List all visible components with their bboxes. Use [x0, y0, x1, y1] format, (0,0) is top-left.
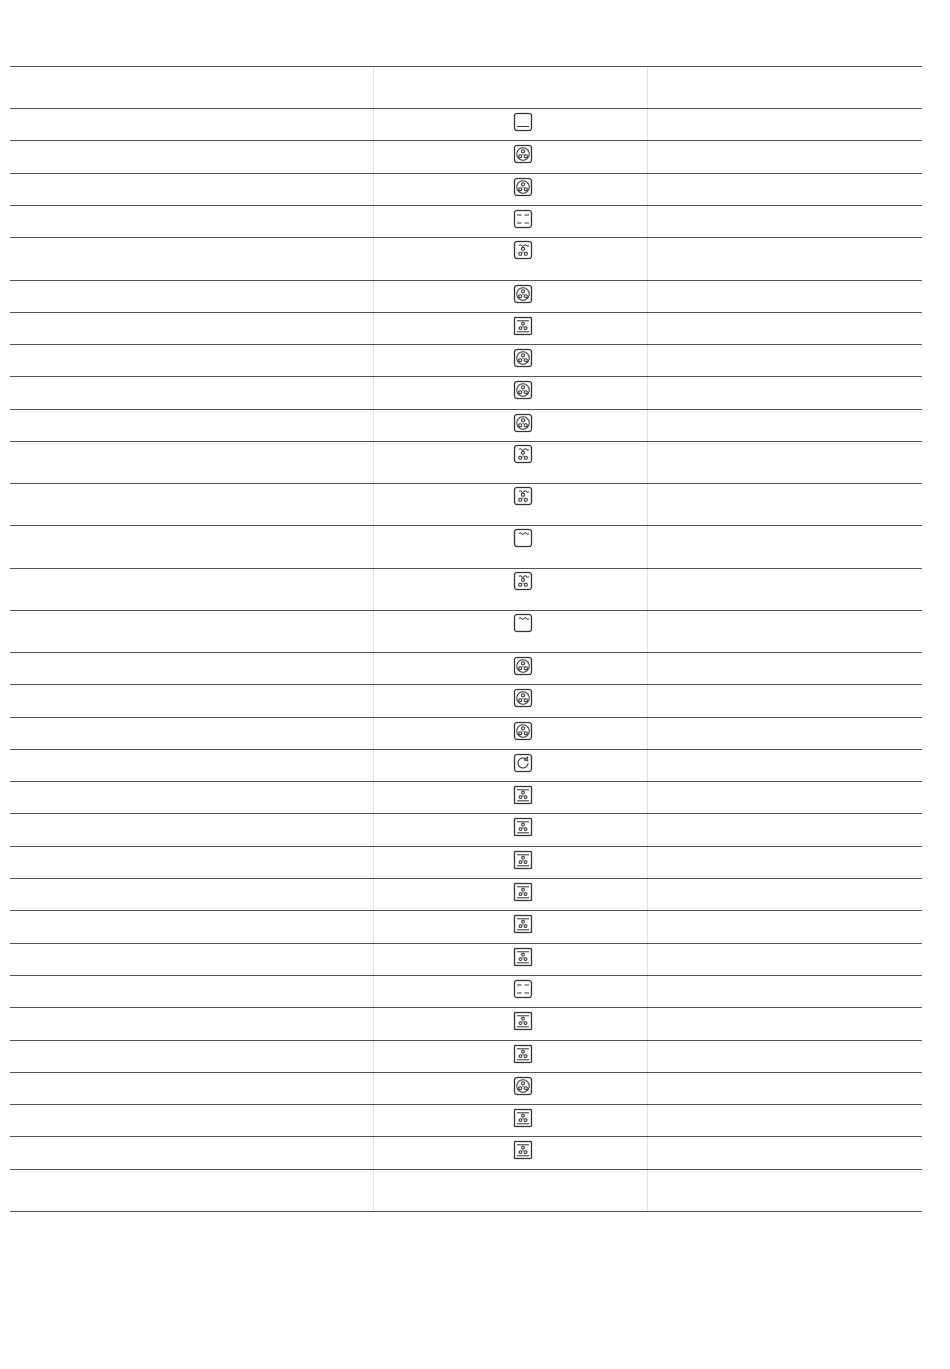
table-row: [10, 206, 922, 238]
grill-fan-icon: [513, 240, 533, 260]
table-row: [10, 1041, 922, 1073]
column-divider: [647, 377, 648, 408]
column-divider: [647, 976, 648, 1007]
column-divider: [373, 345, 374, 376]
column-divider: [647, 718, 648, 749]
pizza-setting-icon: [513, 850, 533, 870]
column-divider: [647, 911, 648, 942]
table-row: [10, 174, 922, 206]
table-row: [10, 750, 922, 782]
grill-icon: [513, 528, 533, 548]
pizza-setting-icon: [513, 1044, 533, 1064]
column-divider: [373, 750, 374, 781]
table-row: [10, 109, 922, 141]
pizza-setting-icon: [513, 1108, 533, 1128]
column-divider: [373, 847, 374, 878]
table-row: [10, 141, 922, 173]
grill-fan-icon: [513, 571, 533, 591]
grill-icon: [513, 613, 533, 633]
column-divider: [647, 569, 648, 610]
column-divider: [373, 206, 374, 237]
column-divider: [373, 911, 374, 942]
pizza-setting-icon: [513, 914, 533, 934]
pizza-setting-icon: [513, 947, 533, 967]
column-divider: [373, 944, 374, 975]
table-row: [10, 847, 922, 879]
pizza-setting-icon: [513, 817, 533, 837]
column-divider: [647, 410, 648, 441]
column-divider: [647, 109, 648, 140]
column-divider: [647, 782, 648, 813]
table-row: [10, 782, 922, 814]
column-divider: [373, 1170, 374, 1211]
table-row: [10, 1008, 922, 1040]
column-divider: [373, 377, 374, 408]
column-divider: [647, 281, 648, 312]
column-divider: [373, 526, 374, 567]
table-row: [10, 1073, 922, 1105]
table-row: [10, 484, 922, 526]
table-row: [10, 345, 922, 377]
column-divider: [647, 685, 648, 716]
table-row: [10, 410, 922, 442]
pizza-setting-icon: [513, 1011, 533, 1031]
pizza-setting-icon: [513, 785, 533, 805]
column-divider: [373, 685, 374, 716]
table-row: [10, 526, 922, 568]
table-header-row: [10, 67, 922, 109]
table-row: [10, 313, 922, 345]
hot-air-fan-icon: [513, 284, 533, 304]
column-divider: [373, 484, 374, 525]
table-row: [10, 814, 922, 846]
column-divider: [647, 1073, 648, 1104]
grill-fan-icon: [513, 444, 533, 464]
column-divider: [373, 718, 374, 749]
hot-air-fan-icon: [513, 688, 533, 708]
column-divider: [647, 847, 648, 878]
bottom-heat-icon: [513, 112, 533, 132]
pizza-setting-icon: [513, 882, 533, 902]
table-row: [10, 685, 922, 717]
column-divider: [373, 976, 374, 1007]
column-divider: [647, 345, 648, 376]
hot-air-fan-icon: [513, 1076, 533, 1096]
column-divider: [647, 879, 648, 910]
column-divider: [647, 611, 648, 652]
hot-air-fan-icon: [513, 721, 533, 741]
pizza-setting-icon: [513, 316, 533, 336]
column-divider: [373, 1137, 374, 1168]
hot-air-fan-icon: [513, 144, 533, 164]
table-row: [10, 569, 922, 611]
column-divider: [647, 526, 648, 567]
table-row: [10, 1105, 922, 1137]
table-row: [10, 238, 922, 280]
column-divider: [647, 653, 648, 684]
column-divider: [373, 141, 374, 172]
table-row: [10, 281, 922, 313]
column-divider: [373, 1105, 374, 1136]
hot-air-fan-icon: [513, 348, 533, 368]
column-divider: [373, 313, 374, 344]
column-divider: [647, 313, 648, 344]
eco-hot-air-icon: [513, 753, 533, 773]
grill-fan-icon: [513, 486, 533, 506]
top-bottom-heat-icon: [513, 209, 533, 229]
column-divider: [373, 281, 374, 312]
column-divider: [647, 1170, 648, 1211]
column-divider: [373, 782, 374, 813]
column-divider: [373, 569, 374, 610]
settings-table: [10, 66, 922, 1212]
column-divider: [373, 67, 374, 108]
column-divider: [373, 410, 374, 441]
table-row: [10, 377, 922, 409]
column-divider: [373, 814, 374, 845]
column-divider: [373, 1008, 374, 1039]
column-divider: [373, 1041, 374, 1072]
column-divider: [373, 442, 374, 483]
column-divider: [373, 879, 374, 910]
table-row: [10, 442, 922, 484]
table-row: [10, 879, 922, 911]
top-bottom-heat-icon: [513, 979, 533, 999]
column-divider: [647, 484, 648, 525]
hot-air-fan-icon: [513, 656, 533, 676]
column-divider: [647, 1041, 648, 1072]
column-divider: [647, 1105, 648, 1136]
column-divider: [373, 174, 374, 205]
column-divider: [373, 653, 374, 684]
column-divider: [647, 944, 648, 975]
hot-air-fan-icon: [513, 413, 533, 433]
column-divider: [373, 1073, 374, 1104]
column-divider: [647, 1008, 648, 1039]
table-row: [10, 976, 922, 1008]
column-divider: [373, 611, 374, 652]
column-divider: [647, 67, 648, 108]
table-row: [10, 718, 922, 750]
table-row: [10, 653, 922, 685]
table-row: [10, 1137, 922, 1169]
column-divider: [647, 442, 648, 483]
hot-air-fan-icon: [513, 177, 533, 197]
hot-air-fan-icon: [513, 380, 533, 400]
column-divider: [647, 141, 648, 172]
column-divider: [373, 109, 374, 140]
pizza-setting-icon: [513, 1140, 533, 1160]
column-divider: [647, 750, 648, 781]
table-row: [10, 911, 922, 943]
column-divider: [647, 1137, 648, 1168]
table-row: [10, 944, 922, 976]
table-row: [10, 611, 922, 653]
table-footer-row: [10, 1170, 922, 1212]
column-divider: [373, 238, 374, 279]
column-divider: [647, 814, 648, 845]
column-divider: [647, 206, 648, 237]
column-divider: [647, 238, 648, 279]
column-divider: [647, 174, 648, 205]
